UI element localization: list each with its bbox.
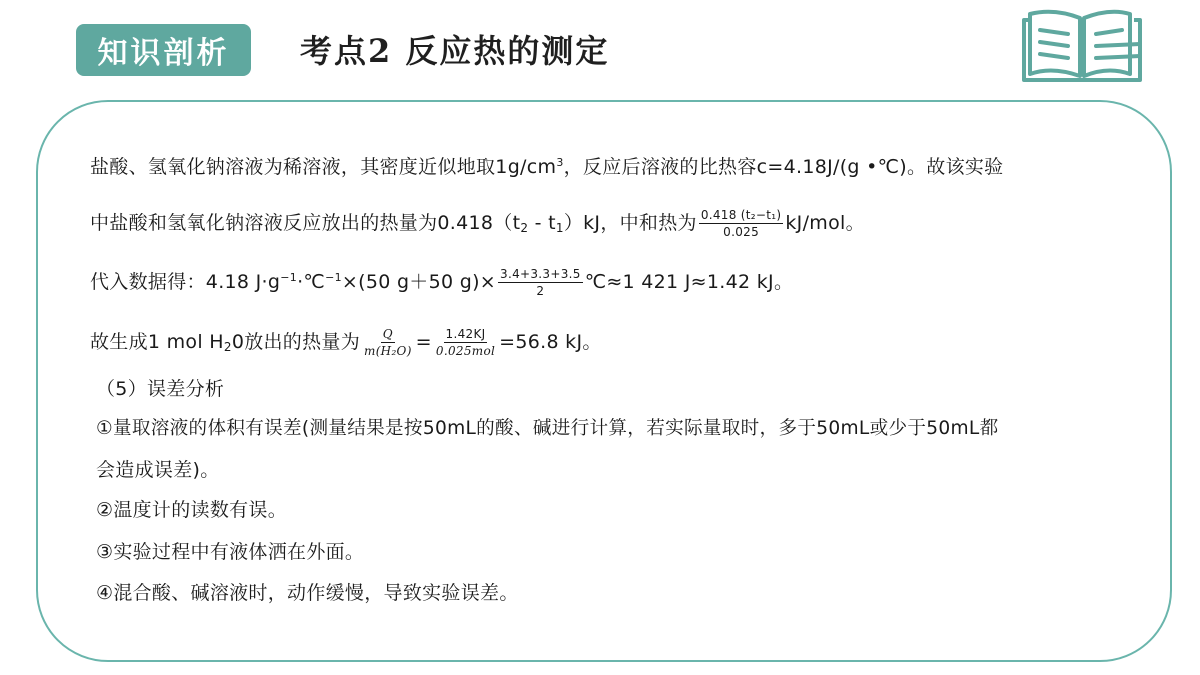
- page-title: 考点2 反应热的测定: [300, 32, 610, 70]
- text-line-5: （5）误差分析: [96, 378, 225, 400]
- text-line-7: 会造成误差)。: [96, 459, 220, 481]
- text-line-10: ④混合酸、碱溶液时，动作缓慢，导致实验误差。: [96, 582, 519, 604]
- kj-fraction: $\frac{1.42KJ}{\text{0.025mol}}$: [435, 327, 496, 358]
- text-line-2: 中盐酸和氢氧化钠溶液反应放出的热量为$0.418(t_2 - t_1)kJ$，中和热为 $\frac{\text{0.418 (t₂−t₁)}}{0.025}$ kJ/mol。: [90, 208, 865, 239]
- text-line-1: 盐酸、氢氧化钠溶液为稀溶液，其密度近似地取$1g/cm^3$，反应后溶液的比热容c=4.18J/(g •℃)。故该实验: [90, 156, 1004, 178]
- heat-fraction: $\frac{\text{0.418 (t₂−t₁)}}{0.025}$: [700, 208, 782, 239]
- text-line-8: ②温度计的读数有误。: [96, 499, 288, 521]
- text-line-9: ③实验过程中有液体洒在外面。: [96, 541, 365, 563]
- q-fraction: $\frac{Q}{\text{m(H₂O)}}$: [364, 327, 412, 358]
- text-line-3: 代入数据得：4.18 $J\cdot g^{-1}\cdot℃^{-1}\times(50$ g＋50 g)× $\frac{3.4+3.3+3.5}{2}$ ℃≈1 421 J≈1.42 kJ。: [90, 267, 794, 298]
- text-line-4: 故生成1 mol $H_20$放出的热量为 $\frac{Q}{\text{m(H₂O)}}$ = $\frac{1.42KJ}{\text{0.025mol}}$ =56.8 kJ。: [90, 327, 602, 358]
- open-book-icon: [1022, 6, 1142, 82]
- section-badge: 知识剖析: [76, 24, 251, 76]
- temp-fraction: $\frac{3.4+3.3+3.5}{2}$: [500, 267, 581, 298]
- text-line-6: ①量取溶液的体积有误差(测量结果是按50mL的酸、碱进行计算，若实际量取时，多于50mL或少于50mL都: [96, 418, 999, 439]
